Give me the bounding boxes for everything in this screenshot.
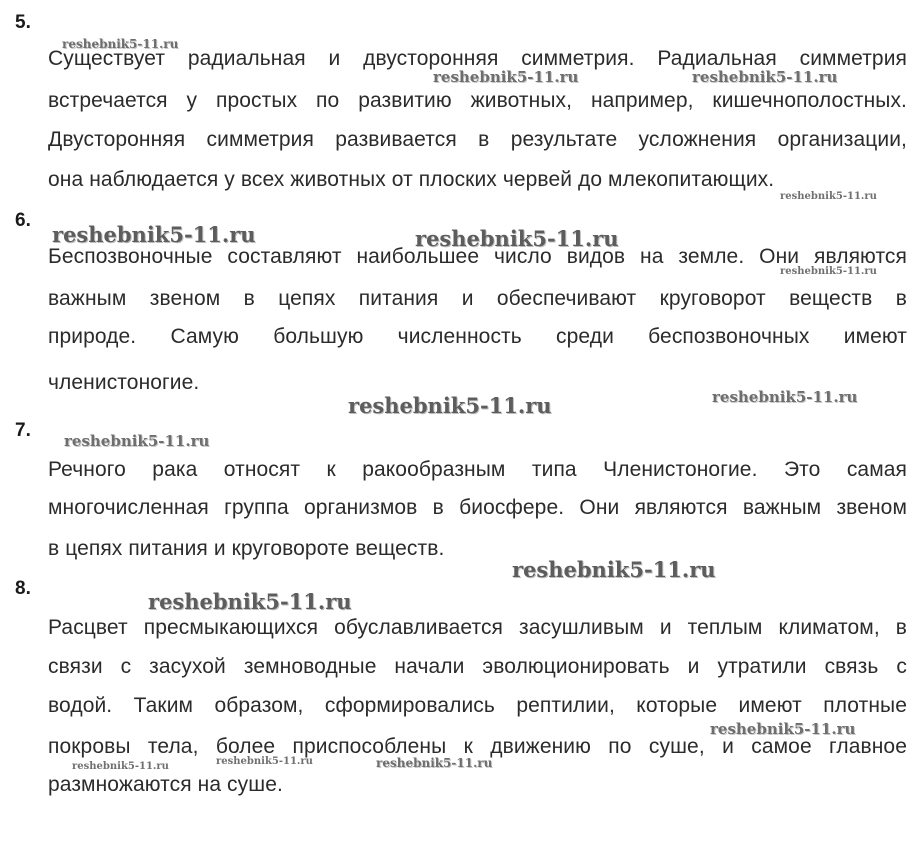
watermark: reshebnik5-11.ru: [780, 266, 877, 277]
watermark: reshebnik5-11.ru: [52, 222, 256, 247]
watermark: reshebnik5-11.ru: [376, 756, 493, 770]
watermark: reshebnik5-11.ru: [148, 589, 352, 614]
section-8-line-1: Расцвет пресмыкающихся обуславливается засушливым и теплым климатом, в: [48, 616, 907, 639]
section-8-line-2: связи с засухой земноводные начали эволюционировать и утратили связь с: [48, 655, 907, 678]
section-8-line-5: размножаются на суше.: [48, 773, 283, 796]
watermark: reshebnik5-11.ru: [415, 226, 619, 251]
section-number-7: 7.: [15, 420, 31, 441]
section-8-line-3: водой. Таким образом, сформировались рептилии, которые имеют плотные: [48, 694, 907, 717]
section-6-line-1: Беспозвоночные составляют наибольшее число видов на земле. Они являются: [48, 245, 907, 268]
section-number-8: 8.: [15, 578, 31, 599]
section-6-line-3: природе. Самую большую численность среди беспозвоночных имеют: [48, 325, 907, 348]
watermark: reshebnik5-11.ru: [710, 720, 856, 738]
section-5-line-2: встречается у простых по развитию животных, например, кишечнополостных.: [48, 89, 907, 112]
section-5-line-1: Существует радиальная и двусторонняя симметрия. Радиальная симметрия: [48, 47, 907, 70]
section-number-6: 6.: [15, 210, 31, 231]
section-6-line-4: членистоногие.: [48, 371, 200, 394]
watermark: reshebnik5-11.ru: [712, 388, 858, 406]
watermark: reshebnik5-11.ru: [216, 756, 313, 767]
watermark: reshebnik5-11.ru: [780, 191, 877, 202]
section-7-line-3: в цепях питания и круговороте веществ.: [48, 537, 445, 560]
section-7-line-1: Речного рака относят к ракообразным типа Членистоногие. Это самая: [48, 458, 907, 481]
watermark: reshebnik5-11.ru: [512, 557, 716, 582]
watermark: reshebnik5-11.ru: [348, 393, 552, 418]
watermark: reshebnik5-11.ru: [72, 761, 169, 772]
section-6-line-2: важным звеном в цепях питания и обеспечивают круговорот веществ в: [48, 287, 907, 310]
section-number-5: 5.: [15, 12, 31, 33]
section-5-line-4: она наблюдается у всех животных от плоских червей до млекопитающих.: [48, 168, 775, 191]
watermark: reshebnik5-11.ru: [692, 68, 838, 86]
section-8-line-4: покровы тела, более приспособлены к движению по суше, и самое главное: [48, 735, 907, 758]
watermark: reshebnik5-11.ru: [433, 68, 579, 86]
section-5-line-3: Двусторонняя симметрия развивается в результате усложнения организации,: [48, 128, 907, 151]
section-7-line-2: многочисленная группа организмов в биосфере. Они являются важным звеном: [48, 496, 907, 519]
watermark: reshebnik5-11.ru: [62, 37, 179, 51]
watermark: reshebnik5-11.ru: [64, 432, 210, 450]
